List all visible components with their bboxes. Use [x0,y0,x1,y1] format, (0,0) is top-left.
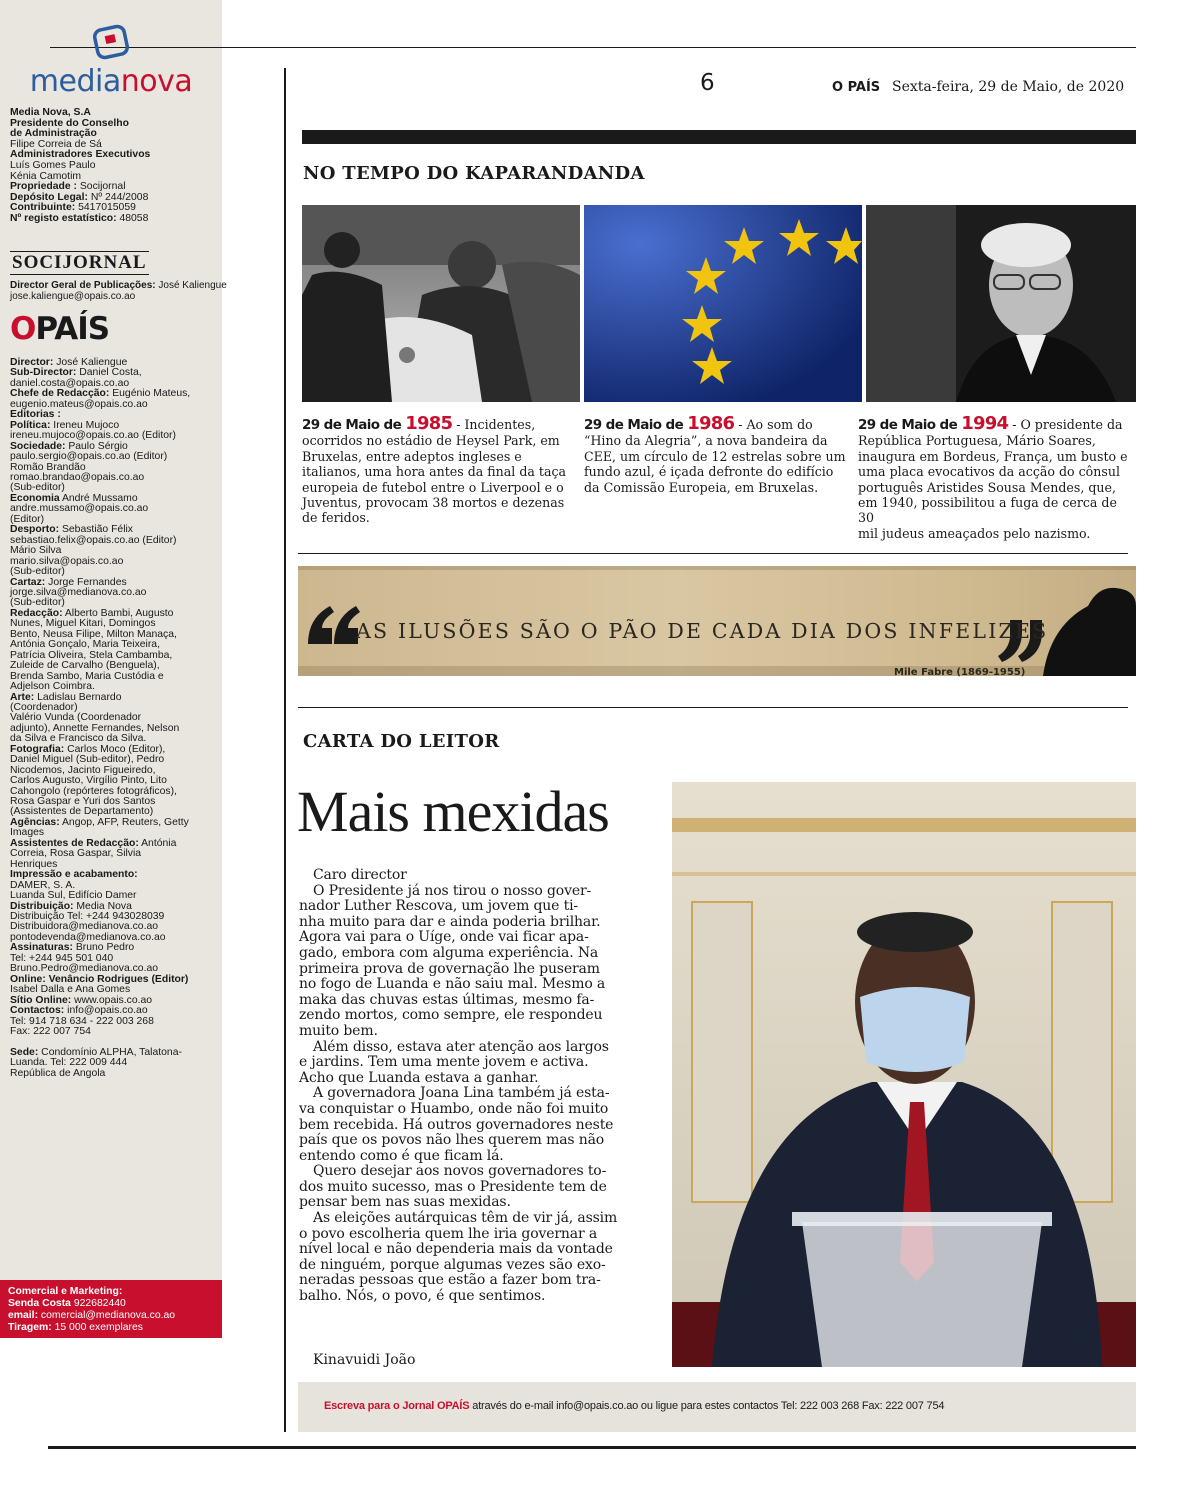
section-title-carta: CARTA DO LEITOR [303,731,500,752]
medianova-wordmark [0,64,222,99]
info-label: Distribuição: [10,900,74,912]
letter-line: nha muito para dar e ainda poderia brilhar. [299,913,601,930]
info-label: Presidente do Conselho [10,117,129,129]
info-value: Rosa Gaspar e Yuri dos Santos [10,796,156,808]
info-label: Sítio Online: [10,994,72,1006]
info-value: Antónia Gonçalo, Maria Teixeira, [10,639,160,651]
info-label: Nº registo estatístico: [10,212,117,224]
caption-date-label: 29 de Maio de [584,417,688,433]
letter-line: Acho que Luanda estava a ganhar. [299,1069,539,1086]
info-value: Zuleide de Carvalho (Benguela), [10,660,160,672]
caption-year: 1994 [961,413,1009,434]
caption-line: de feridos. [302,510,370,526]
letter-line: entendo como é que ficam lá. [299,1147,504,1164]
letter-line: zendo mortos, como sempre, ele respondeu [299,1007,603,1024]
info-value: Tel: 914 718 634 - 222 003 268 [10,1015,154,1027]
info-value: romao.brandao@opais.co.ao [10,471,145,483]
info-label: Senda Costa [8,1298,71,1309]
photo-heysel [302,205,580,402]
footer-emphasis: Escreva para o Jornal OPAÍS [324,1400,470,1412]
info-label: Tiragem: [8,1322,52,1333]
info-label: Desporto: [10,524,60,536]
info-value: comercial@medianova.co.ao [38,1310,176,1321]
info-value: Jorge Fernandes [45,576,127,588]
caption-line: uma placa evocativos da acção do cônsul [858,464,1120,480]
medianova-logo [0,22,222,99]
info-line [8,1310,214,1322]
info-value: Carlos Augusto, Virgílio Pinto, Lito [10,775,167,787]
info-label: Contribuinte: [10,202,76,214]
photo-eu-flag [584,205,862,402]
caption-line: CEE, um círculo de 12 estrelas sobre um [584,448,846,464]
info-value: www.opais.co.ao [71,994,153,1006]
caption-year: 1985 [405,413,453,434]
caption-1985-line-0 [302,413,580,434]
quote-text: AS ILUSÕES SÃO O PÃO DE CADA DIA DOS INFELIZES [356,619,1049,643]
socijornal-logo: SOCIJORNAL [12,252,147,273]
info-value: DAMER, S. A. [10,879,76,891]
info-label: Depósito Legal: [10,191,88,203]
caption-line: inaugura em Bordeus, França, um busto e [858,448,1128,464]
letter-line: e jardins. Tem uma mente jovem e activa. [299,1054,589,1071]
footer-contact [324,1400,944,1412]
letter-line: gado, embora com alguma experiência. Na [299,944,599,961]
company-info [10,108,218,225]
letter-line: Além disso, estava ater atenção aos largos [313,1038,609,1055]
info-value: Ireneu Mujoco [50,419,120,431]
caption-text: - Ao som do [734,417,813,432]
info-value: eugenio.mateus@opais.co.ao [10,398,148,410]
info-label: Comercial e Marketing: [8,1286,123,1297]
page-number: 6 [700,70,715,96]
info-line [10,1027,218,1037]
caption-text: - O presidente da [1008,417,1123,432]
info-value: Isabel Dalla e Ana Gomes [10,984,131,996]
info-label: email: [8,1310,39,1321]
masthead-sidebar [0,0,227,1333]
info-value: adjunto), Annette Fernandes, Nelson [10,722,180,734]
info-label: Economia [10,492,60,504]
caption-1985 [302,413,580,526]
caption-line: Juventus, provocam 38 mortos e dezenas [302,495,565,511]
letter-line: Quero desejar aos novos governadores to- [313,1163,607,1180]
info-line [10,292,218,303]
caption-line: europeia de futebol entre o Liverpool e o [302,479,564,495]
info-value: Images [10,827,45,839]
info-label: Sede: [10,1046,39,1058]
info-label: Editorias : [10,409,61,421]
info-value: (Coordenador) [10,701,78,713]
info-value: Antónia [138,837,177,849]
letter-line: neradas pessoas que estão a fazer bom tra- [299,1272,601,1289]
info-value: José Kaliengue [53,357,128,368]
info-value: Mário Silva [10,545,62,557]
info-label: Media Nova, S.A [10,107,91,118]
info-value: Carlos Moco (Editor), [64,743,166,755]
info-value: jorge.silva@medianova.co.ao [10,586,147,598]
caption-line: da Comissão Europeia, em Bruxelas. [584,479,819,495]
info-value: Luanda Sul, Edifício Damer [10,890,137,902]
letter-line: nador Luther Rescova, um jovem que ti- [299,898,578,915]
info-value: Bruno.Pedro@medianova.co.ao [10,963,159,975]
info-value: ireneu.mujoco@opais.co.ao (Editor) [10,430,176,442]
letter-line: A governadora Joana Lina também já esta- [313,1085,610,1102]
info-line [8,1286,214,1298]
info-value: Nunes, Miguel Kitari, Domingos [10,618,156,630]
info-value: Angop, AFP, Reuters, Getty [59,816,189,828]
caption-year: 1986 [687,413,735,434]
letter-line: primeira prova de governação lhe puseram [299,960,600,977]
info-label: Assistentes de Redacção: [10,837,139,849]
article-headline: Mais mexidas [297,779,609,844]
photo-mario-soares [866,205,1136,402]
letter-line: dos muito sucesso, mas o Presidente tem de [299,1178,607,1195]
caption-1994 [858,413,1136,541]
info-value: Distribuição Tel: +244 943028039 [10,911,165,923]
info-value: (Sub-editor) [10,482,65,494]
caption-text: - Incidentes, [452,417,536,432]
letter-line: O Presidente já nos tirou o nosso gover- [313,882,592,899]
info-label: Propriedade : [10,181,77,193]
info-label: Impressão e acabamento: [10,869,138,881]
logo-text-media: media [29,64,121,99]
info-value: da Silva e Francisco da Silva. [10,733,147,745]
info-label: Assinaturas: [10,942,73,954]
logo-text-nova: nova [120,64,193,99]
caption-line: em 1940, possibilitou a fuga de cerca de 30 [858,495,1117,526]
letter-line: no fogo de Luanda e não saiu mal. Mesmo a [299,976,606,993]
info-line [8,1298,214,1310]
header-paper-name: O PAÍS [832,80,881,95]
info-value: Nº 244/2008 [87,191,149,203]
photo-president [672,782,1136,1367]
info-label: Administradores Executivos [10,149,151,161]
info-label: Política: [10,419,51,431]
footer-text: através do e-mail info@opais.co.ao ou ligue para estes contactos Tel: 222 003 268 Fax: 222 007 754 [469,1400,945,1412]
info-value: 5417015059 [75,202,136,214]
caption-line: ocorridos no estádio de Heysel Park, em [302,433,560,449]
info-value: Media Nova [73,900,132,912]
info-value: (Assistentes de Departamento) [10,806,154,818]
quote-author: Mile Fabre (1869-1955) [894,667,1026,678]
info-value: pontodevenda@medianova.co.ao [10,931,166,943]
info-value: Alberto Bambi, Augusto [62,607,174,619]
caption-line: República Portuguesa, Mário Soares, [858,433,1096,449]
info-value: Bento, Neusa Filipe, Milton Manaça, [10,628,177,640]
info-value: Paulo Sérgio [65,440,128,452]
letter-line: va conquistar o Huambo, onde não foi muito [299,1100,609,1117]
letter-line: nível local e não dependeria mais da vontade [299,1241,613,1258]
info-value: Condomínio ALPHA, Talatona- [38,1046,182,1058]
divider-line [298,553,1128,554]
info-value: Cahongolo (repórteres fotográficos), [10,785,177,797]
info-value: Eugénio Mateus, [109,388,191,400]
info-label: Director Geral de Publicações: [10,280,156,291]
letter-line: balho. Nós, o povo, é que sentimos. [299,1288,546,1305]
info-value: 48058 [116,212,149,224]
info-value: Patrícia Oliveira, Stela Cambamba, [10,649,173,661]
column-divider [284,68,286,1432]
caption-line: português Aristides Sousa Mendes, que, [858,479,1116,495]
info-value: Sebastião Félix [59,524,134,536]
info-label: Contactos: [10,1005,65,1017]
caption-1986-line-0 [584,413,862,434]
director-geral-info [10,280,227,302]
section-bar [302,130,1136,144]
info-line [8,1322,214,1334]
letter-line: o povo escolheria quem lhe iria governar a [299,1225,598,1242]
caption-line: italianos, uma hora antes da final da taça [302,464,567,480]
letter-line: Caro director [313,867,407,883]
section-title-kaparandanda: NO TEMPO DO KAPARANDANDA [303,163,645,184]
info-label: Redacção: [10,607,63,619]
info-value: Filipe Correia de Sá [10,138,102,150]
medianova-logo-icon [91,22,131,62]
info-value: Fax: 222 007 754 [10,1026,91,1037]
letter-line: bem recebida. Há outros governadores neste [299,1116,614,1133]
info-value: Bruno Pedro [72,942,135,954]
info-value: Nicodemos, Jacinto Figueiredo, [10,764,156,776]
info-value: sebastiao.felix@opais.co.ao (Editor) [10,534,177,546]
info-label: Fotografia: [10,743,65,755]
commercial-box [0,1280,222,1338]
info-label: Director: [10,357,54,368]
letter-line: pensar bem nas suas mexidas. [299,1194,511,1211]
info-value: Daniel Miguel (Sub-editor), Pedro [10,754,165,766]
info-value: Brenda Sambo, Maria Custódia e [10,670,164,682]
info-value: Valério Vunda (Coordenador [10,712,142,724]
header-date: Sexta-feira, 29 de Maio, de 2020 [892,79,1125,95]
letter-signature: Kinavuidi João [313,1352,416,1368]
info-value: República de Angola [10,1067,106,1079]
info-value: Distribuidora@medianova.co.ao [10,921,159,933]
info-label: Arte: [10,691,35,703]
caption-1994-line-0 [858,413,1136,434]
info-value: 922682440 [70,1298,126,1309]
info-line [10,214,218,225]
info-value: 15 000 exemplares [51,1322,143,1333]
info-value: (Sub-editor) [10,597,65,609]
letter-body [299,868,651,1305]
staff-list [10,358,218,1079]
info-value: daniel.costa@opais.co.ao [10,377,130,389]
opais-logo-pais: PAÍS [35,311,110,347]
info-value: Daniel Costa, [76,367,142,379]
info-value: Henriques [10,858,58,870]
info-label: Cartaz: [10,576,46,588]
caption-date-label: 29 de Maio de [302,417,406,433]
info-label: Chefe de Redacção: [10,388,110,400]
info-value: paulo.sergio@opais.co.ao (Editor) [10,451,168,463]
info-value: mario.silva@opais.co.ao [10,555,124,567]
info-label: de Administração [10,128,97,140]
divider-line [298,707,1128,708]
info-value: Ladislau Bernardo [34,691,122,703]
info-line [10,1069,218,1079]
bottom-rule [48,1446,1136,1449]
letter-line: maka das chuvas estas últimas, mesmo fa- [299,991,595,1008]
caption-line: “Hino da Alegria”, a nova bandeira da [584,433,828,449]
info-value: (Editor) [10,513,45,525]
letter-line: país que os povos não lhes querem mas não [299,1132,605,1149]
info-value: Socijornal [76,181,126,193]
info-value: Tel: +244 945 501 040 [10,952,114,964]
info-label: Agências: [10,816,60,828]
letter-line: muito bem. [299,1022,378,1039]
info-value: jose.kaliengue@opais.co.ao [10,290,136,302]
info-value: André Mussamo [59,492,138,504]
info-label: Sociedade: [10,440,66,452]
caption-line: mil judeus ameaçados pelo nazismo. [858,525,1091,541]
info-value: Romão Brandão [10,461,86,473]
caption-line: Bruxelas, entre adeptos ingleses e [302,448,522,464]
letter-line: Agora vai para o Uíge, onde vai ficar apa- [299,929,589,946]
letter-line: As eleições autárquicas têm de vir já, assim [313,1210,618,1227]
info-value: Adjelson Coimbra. [10,681,95,693]
info-value: info@opais.co.ao [64,1005,148,1017]
info-label: Sub-Director: [10,367,77,379]
info-label: Online: Venâncio Rodrigues (Editor) [10,973,189,985]
info-value: Correia, Rosa Gaspar, Silvia [10,848,142,860]
caption-line: fundo azul, é içada defronte do edifício [584,464,834,480]
info-value: José Kaliengue [155,280,227,291]
info-value: Luanda. Tel: 222 009 444 [10,1057,128,1069]
opais-logo-o: O [10,311,36,347]
info-value: (Sub-editor) [10,566,65,578]
info-value: andre.mussamo@opais.co.ao [10,503,149,515]
caption-date-label: 29 de Maio de [858,417,962,433]
info-value: Kénia Camotim [10,170,82,182]
caption-1986 [584,413,862,495]
letter-line: de ninguém, porque algumas vezes são exo- [299,1256,606,1273]
info-value: Luís Gomes Paulo [10,159,96,171]
opais-logo [10,311,109,347]
